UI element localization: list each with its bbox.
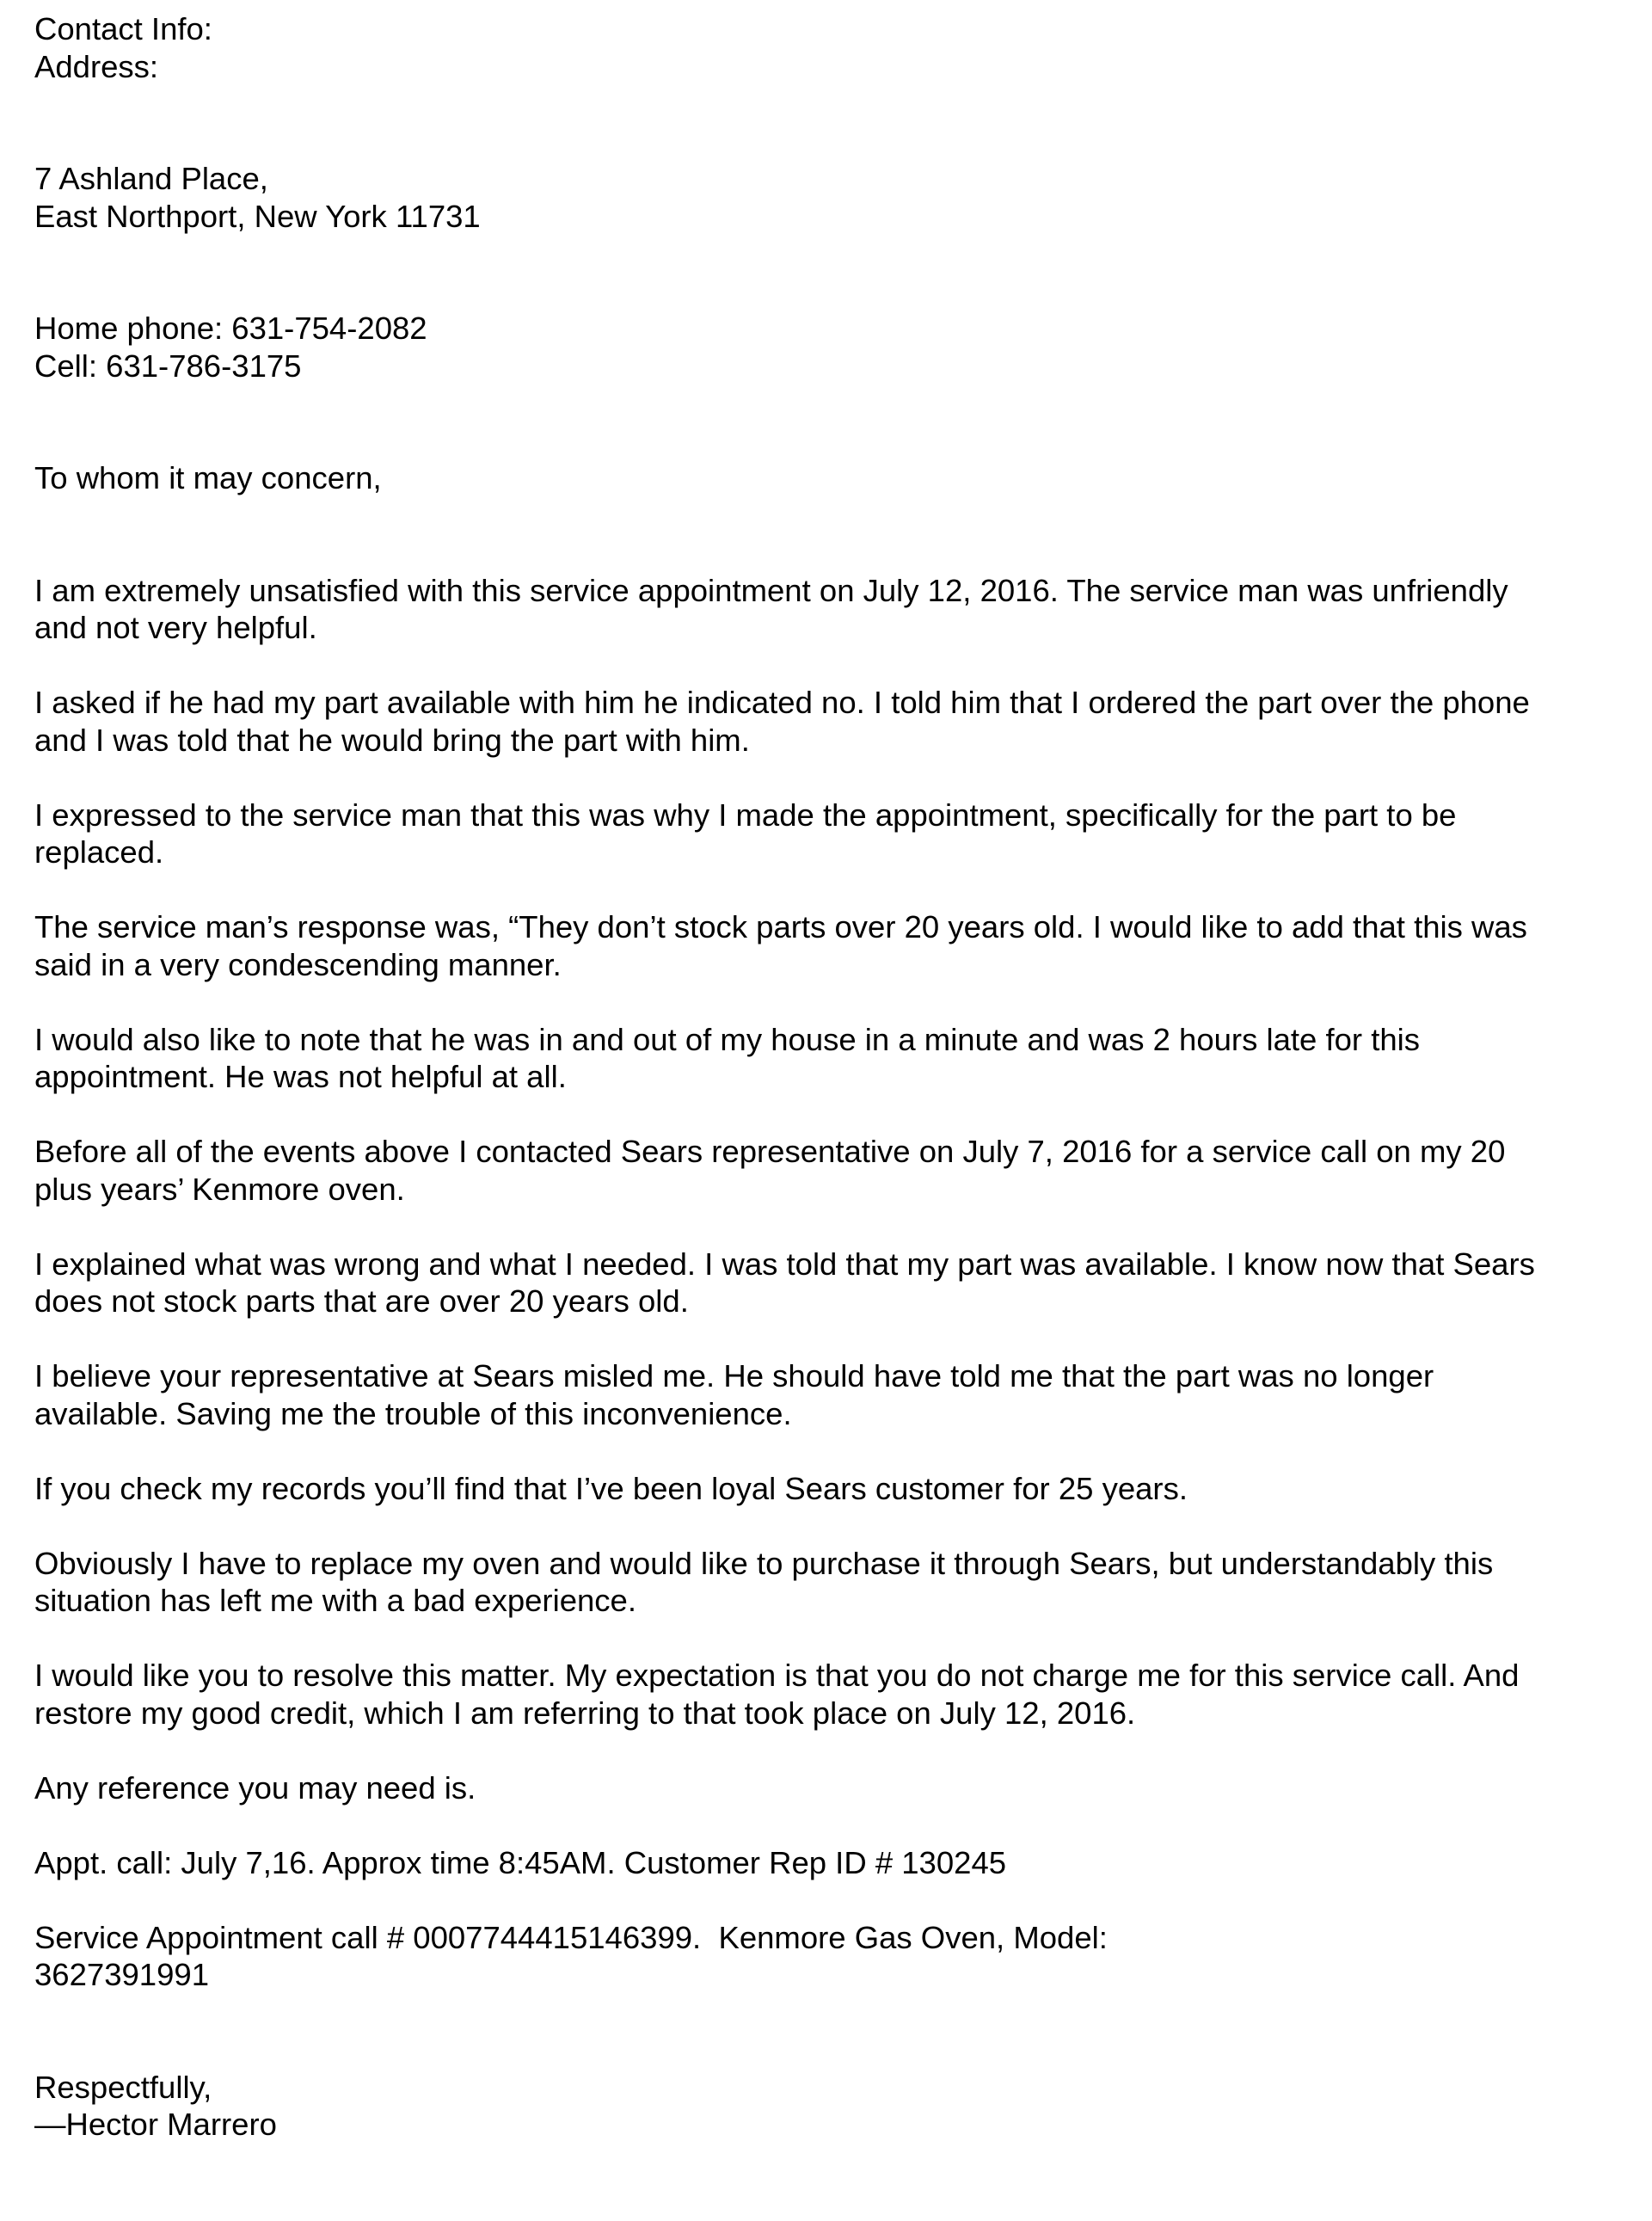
salutation: To whom it may concern,	[34, 460, 382, 495]
body-line: plus years’ Kenmore oven.	[34, 1171, 405, 1207]
spacer	[34, 1320, 1608, 1358]
body-line: Appt. call: July 7,16. Approx time 8:45AM. Customer Rep ID # 130245	[34, 1844, 1007, 1880]
body-line: I would like you to resolve this matter. My expectation is that you do not charge me for this service call. And	[34, 1658, 1520, 1693]
spacer	[34, 1507, 1608, 1545]
letter-page	[34, 10, 1608, 2144]
body-line: replaced.	[34, 834, 164, 870]
spacer	[34, 1732, 1608, 1769]
body-line: and I was told that he would bring the part with him.	[34, 722, 750, 758]
body-paragraph	[34, 797, 1608, 871]
body-paragraph	[34, 1021, 1608, 1096]
spacer	[34, 1096, 1608, 1134]
body-line: Service Appointment call # 0007744415146399. Kenmore Gas Oven, Model:	[34, 1919, 1108, 1955]
body-line: does not stock parts that are over 20 years old.	[34, 1283, 689, 1319]
spacer	[34, 85, 1608, 160]
body-paragraph	[34, 1470, 1608, 1508]
spacer	[34, 1994, 1608, 2069]
body-line: restore my good credit, which I am referring to that took place on July 12, 2016.	[34, 1695, 1136, 1731]
body-paragraph	[34, 572, 1608, 647]
body-line: Any reference you may need is.	[34, 1769, 476, 1806]
body-line: 3627391991	[34, 1957, 209, 1992]
spacer	[34, 1620, 1608, 1658]
valediction: Respectfully,	[34, 2069, 212, 2105]
letter-body	[34, 572, 1608, 1994]
home-phone: Home phone: 631-754-2082	[34, 311, 427, 346]
body-line: I expressed to the service man that this was why I made the appointment, specifically for the part to be	[34, 797, 1457, 833]
address-label: Address:	[34, 48, 159, 84]
body-paragraph	[34, 1769, 1608, 1807]
body-paragraph	[34, 1545, 1608, 1620]
spacer	[34, 385, 1608, 459]
body-line: said in a very condescending manner.	[34, 946, 562, 982]
spacer	[34, 983, 1608, 1021]
body-line: situation has left me with a bad experience.	[34, 1583, 636, 1618]
spacer	[34, 871, 1608, 909]
body-paragraph	[34, 1844, 1608, 1882]
body-line: I am extremely unsatisfied with this service appointment on July 12, 2016. The service man was unfriendly	[34, 572, 1508, 608]
body-paragraph	[34, 1246, 1608, 1320]
body-line: If you check my records you’ll find that I’ve been loyal Sears customer for 25 years.	[34, 1470, 1188, 1506]
address-line-1: 7 Ashland Place,	[34, 161, 268, 196]
cell-phone: Cell: 631-786-3175	[34, 348, 302, 384]
spacer	[34, 497, 1608, 572]
body-line: appointment. He was not helpful at all.	[34, 1059, 567, 1094]
body-line: and not very helpful.	[34, 610, 317, 645]
spacer	[34, 1432, 1608, 1470]
spacer	[34, 1208, 1608, 1246]
body-line: I believe your representative at Sears misled me. He should have told me that the part was no longer	[34, 1358, 1434, 1394]
body-paragraph	[34, 908, 1608, 983]
contact-info-label: Contact Info:	[34, 11, 212, 46]
spacer	[34, 1881, 1608, 1919]
body-line: Obviously I have to replace my oven and would like to purchase it through Sears, but understandably this	[34, 1545, 1494, 1581]
body-line: The service man’s response was, “They don’t stock parts over 20 years old. I would like to add that this was	[34, 909, 1527, 944]
body-paragraph	[34, 1919, 1608, 1994]
body-line: Before all of the events above I contacted Sears representative on July 7, 2016 for a service call on my 20	[34, 1134, 1506, 1169]
spacer	[34, 1806, 1608, 1844]
body-paragraph	[34, 1657, 1608, 1732]
body-paragraph	[34, 1357, 1608, 1432]
spacer	[34, 647, 1608, 685]
spacer	[34, 759, 1608, 797]
spacer	[34, 235, 1608, 310]
body-line: available. Saving me the trouble of this inconvenience.	[34, 1395, 792, 1431]
body-paragraph	[34, 684, 1608, 759]
body-paragraph	[34, 1133, 1608, 1208]
signature: —Hector Marrero	[34, 2107, 277, 2142]
address-line-2: East Northport, New York 11731	[34, 198, 481, 234]
body-line: I would also like to note that he was in and out of my house in a minute and was 2 hours late for this	[34, 1021, 1420, 1057]
body-line: I asked if he had my part available with him he indicated no. I told him that I ordered the part over the phone	[34, 685, 1530, 720]
body-line: I explained what was wrong and what I needed. I was told that my part was available. I know now that Sears	[34, 1246, 1535, 1282]
